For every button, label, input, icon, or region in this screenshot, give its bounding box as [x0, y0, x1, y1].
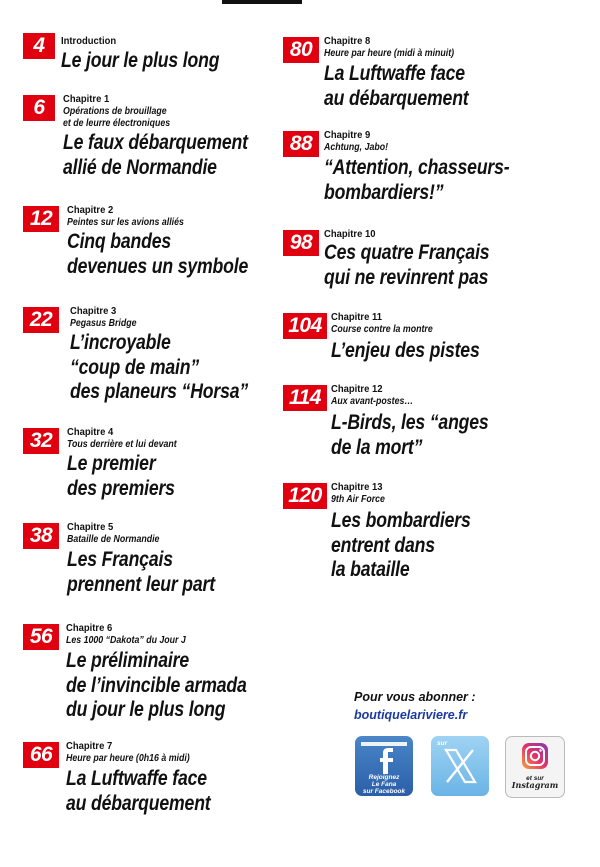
page-number-badge: 114 — [283, 385, 327, 411]
chapter-title-line: bombardiers!” — [324, 180, 444, 204]
chapter-label: Chapitre 4 — [67, 426, 114, 438]
chapter-title-line: Les Français — [67, 548, 173, 571]
chapter-label: Chapitre 2 — [67, 204, 114, 216]
chapter-label: Chapitre 7 — [66, 740, 113, 752]
page-number-badge: 12 — [23, 206, 59, 232]
chapter-label: Chapitre 5 — [67, 521, 114, 533]
chapter-title-line: des premiers — [67, 476, 175, 500]
chapter-title — [63, 131, 248, 180]
x-label: sur — [437, 740, 448, 747]
chapter-title-line: “coup de main” — [70, 355, 199, 379]
chapter-title-line: Le jour le plus long — [61, 49, 220, 72]
chapter-label: Chapitre 12 — [331, 383, 383, 395]
shop-link[interactable]: boutiquelariviere.fr — [354, 708, 468, 722]
page-number-badge: 56 — [23, 624, 59, 650]
chapter-subtitle: Achtung, Jabo! — [324, 142, 389, 153]
subscribe-text: Pour vous abonner : — [354, 690, 476, 704]
chapter-title — [67, 548, 215, 597]
page-number-badge: 6 — [23, 95, 55, 121]
chapter-title-line: “Attention, chasseurs- — [324, 156, 510, 179]
page-number-badge: 88 — [283, 131, 319, 157]
chapter-title-line: prennent leur part — [67, 572, 215, 596]
chapter-title — [61, 49, 219, 74]
chapter-title-line: L’incroyable — [70, 331, 171, 354]
chapter-title — [331, 411, 489, 460]
chapter-subtitle: Course contre la montre — [331, 324, 433, 335]
chapter-title-line: Ces quatre Français — [324, 241, 490, 264]
chapter-label: Chapitre 9 — [324, 129, 371, 141]
chapter-label: Chapitre 13 — [331, 481, 383, 493]
chapter-title-line: Le préliminaire — [66, 649, 189, 672]
chapter-title-line: La Luftwaffe face — [66, 767, 207, 790]
chapter-title — [324, 62, 469, 111]
chapter-title — [331, 339, 480, 364]
page-number-badge: 4 — [23, 33, 55, 59]
chapter-subtitle: Les 1000 “Dakota” du Jour J — [66, 635, 186, 646]
x-icon — [431, 736, 489, 796]
chapter-title-line: au débarquement — [66, 791, 211, 815]
chapter-title-line: la bataille — [331, 558, 410, 581]
chapter-label: Chapitre 1 — [63, 93, 110, 105]
instagram-label: et sur Instagram — [511, 775, 559, 790]
page-number-badge: 66 — [23, 742, 59, 768]
page-number-badge: 120 — [283, 483, 327, 509]
chapter-title-line: de la mort” — [331, 435, 423, 459]
facebook-label: Rejoignez Le Fana sur Facebook — [362, 774, 406, 795]
chapter-label: Chapitre 8 — [324, 35, 371, 47]
chapter-subtitle: 9th Air Force — [331, 494, 385, 505]
chapter-title-line: de l’invincible armada — [66, 673, 247, 697]
chapter-title-line: L’enjeu des pistes — [331, 339, 480, 362]
chapter-label: Chapitre 3 — [70, 305, 117, 317]
instagram-icon — [506, 737, 564, 777]
chapter-label: Chapitre 10 — [324, 228, 376, 240]
chapter-title-line: qui ne revinrent pas — [324, 265, 489, 289]
chapter-subtitle: Opérations de brouillage — [63, 106, 167, 117]
chapter-label: Introduction — [61, 35, 117, 47]
chapter-title-line: du jour le plus long — [66, 698, 226, 721]
facebook-icon — [355, 736, 413, 776]
page-number-badge: 80 — [283, 37, 319, 63]
chapter-subtitle: Bataille de Normandie — [67, 534, 160, 545]
chapter-title — [67, 452, 175, 501]
chapter-title-line: au débarquement — [324, 86, 469, 110]
page-number-badge: 32 — [23, 428, 59, 454]
chapter-title-line: L-Birds, les “anges — [331, 411, 489, 434]
chapter-subtitle: Peintes sur les avions alliés — [67, 217, 184, 228]
chapter-title — [67, 230, 248, 279]
chapter-title-line: Le premier — [67, 452, 156, 475]
chapter-label: Chapitre 6 — [66, 622, 113, 634]
chapter-title — [324, 241, 489, 290]
subscribe-block — [354, 688, 476, 724]
chapter-subtitle: Heure par heure (midi à minuit) — [324, 48, 455, 59]
chapter-label: Chapitre 11 — [331, 311, 382, 323]
page-number-badge: 38 — [23, 523, 59, 549]
chapter-title-line: Le faux débarquement — [63, 131, 248, 154]
chapter-title-line: La Luftwaffe face — [324, 62, 465, 85]
chapter-title-line: devenues un symbole — [67, 254, 249, 278]
top-rule — [222, 0, 302, 4]
chapter-title-line: entrent dans — [331, 533, 435, 557]
chapter-subtitle: Heure par heure (0h16 à midi) — [66, 753, 190, 764]
chapter-title-line: des planeurs “Horsa” — [70, 380, 249, 403]
page-number-badge: 104 — [283, 313, 327, 339]
chapter-title — [66, 767, 211, 816]
chapter-title-line: Cinq bandes — [67, 230, 172, 253]
chapter-title — [66, 649, 247, 723]
chapter-title — [70, 331, 248, 405]
page-number-badge: 22 — [23, 307, 59, 333]
chapter-subtitle: Tous derrière et lui devant — [67, 439, 177, 450]
chapter-subtitle: Pegasus Bridge — [70, 318, 137, 329]
chapter-title — [331, 509, 471, 583]
chapter-title — [324, 156, 509, 205]
chapter-title-line: Les bombardiers — [331, 509, 471, 532]
page-number-badge: 98 — [283, 230, 319, 256]
chapter-subtitle: Aux avant-postes… — [331, 396, 414, 407]
chapter-title-line: allié de Normandie — [63, 155, 217, 179]
x-badge[interactable] — [431, 736, 489, 796]
facebook-badge[interactable] — [355, 736, 413, 796]
chapter-subtitle: et de leurre électroniques — [63, 117, 171, 129]
instagram-badge[interactable] — [505, 736, 565, 798]
